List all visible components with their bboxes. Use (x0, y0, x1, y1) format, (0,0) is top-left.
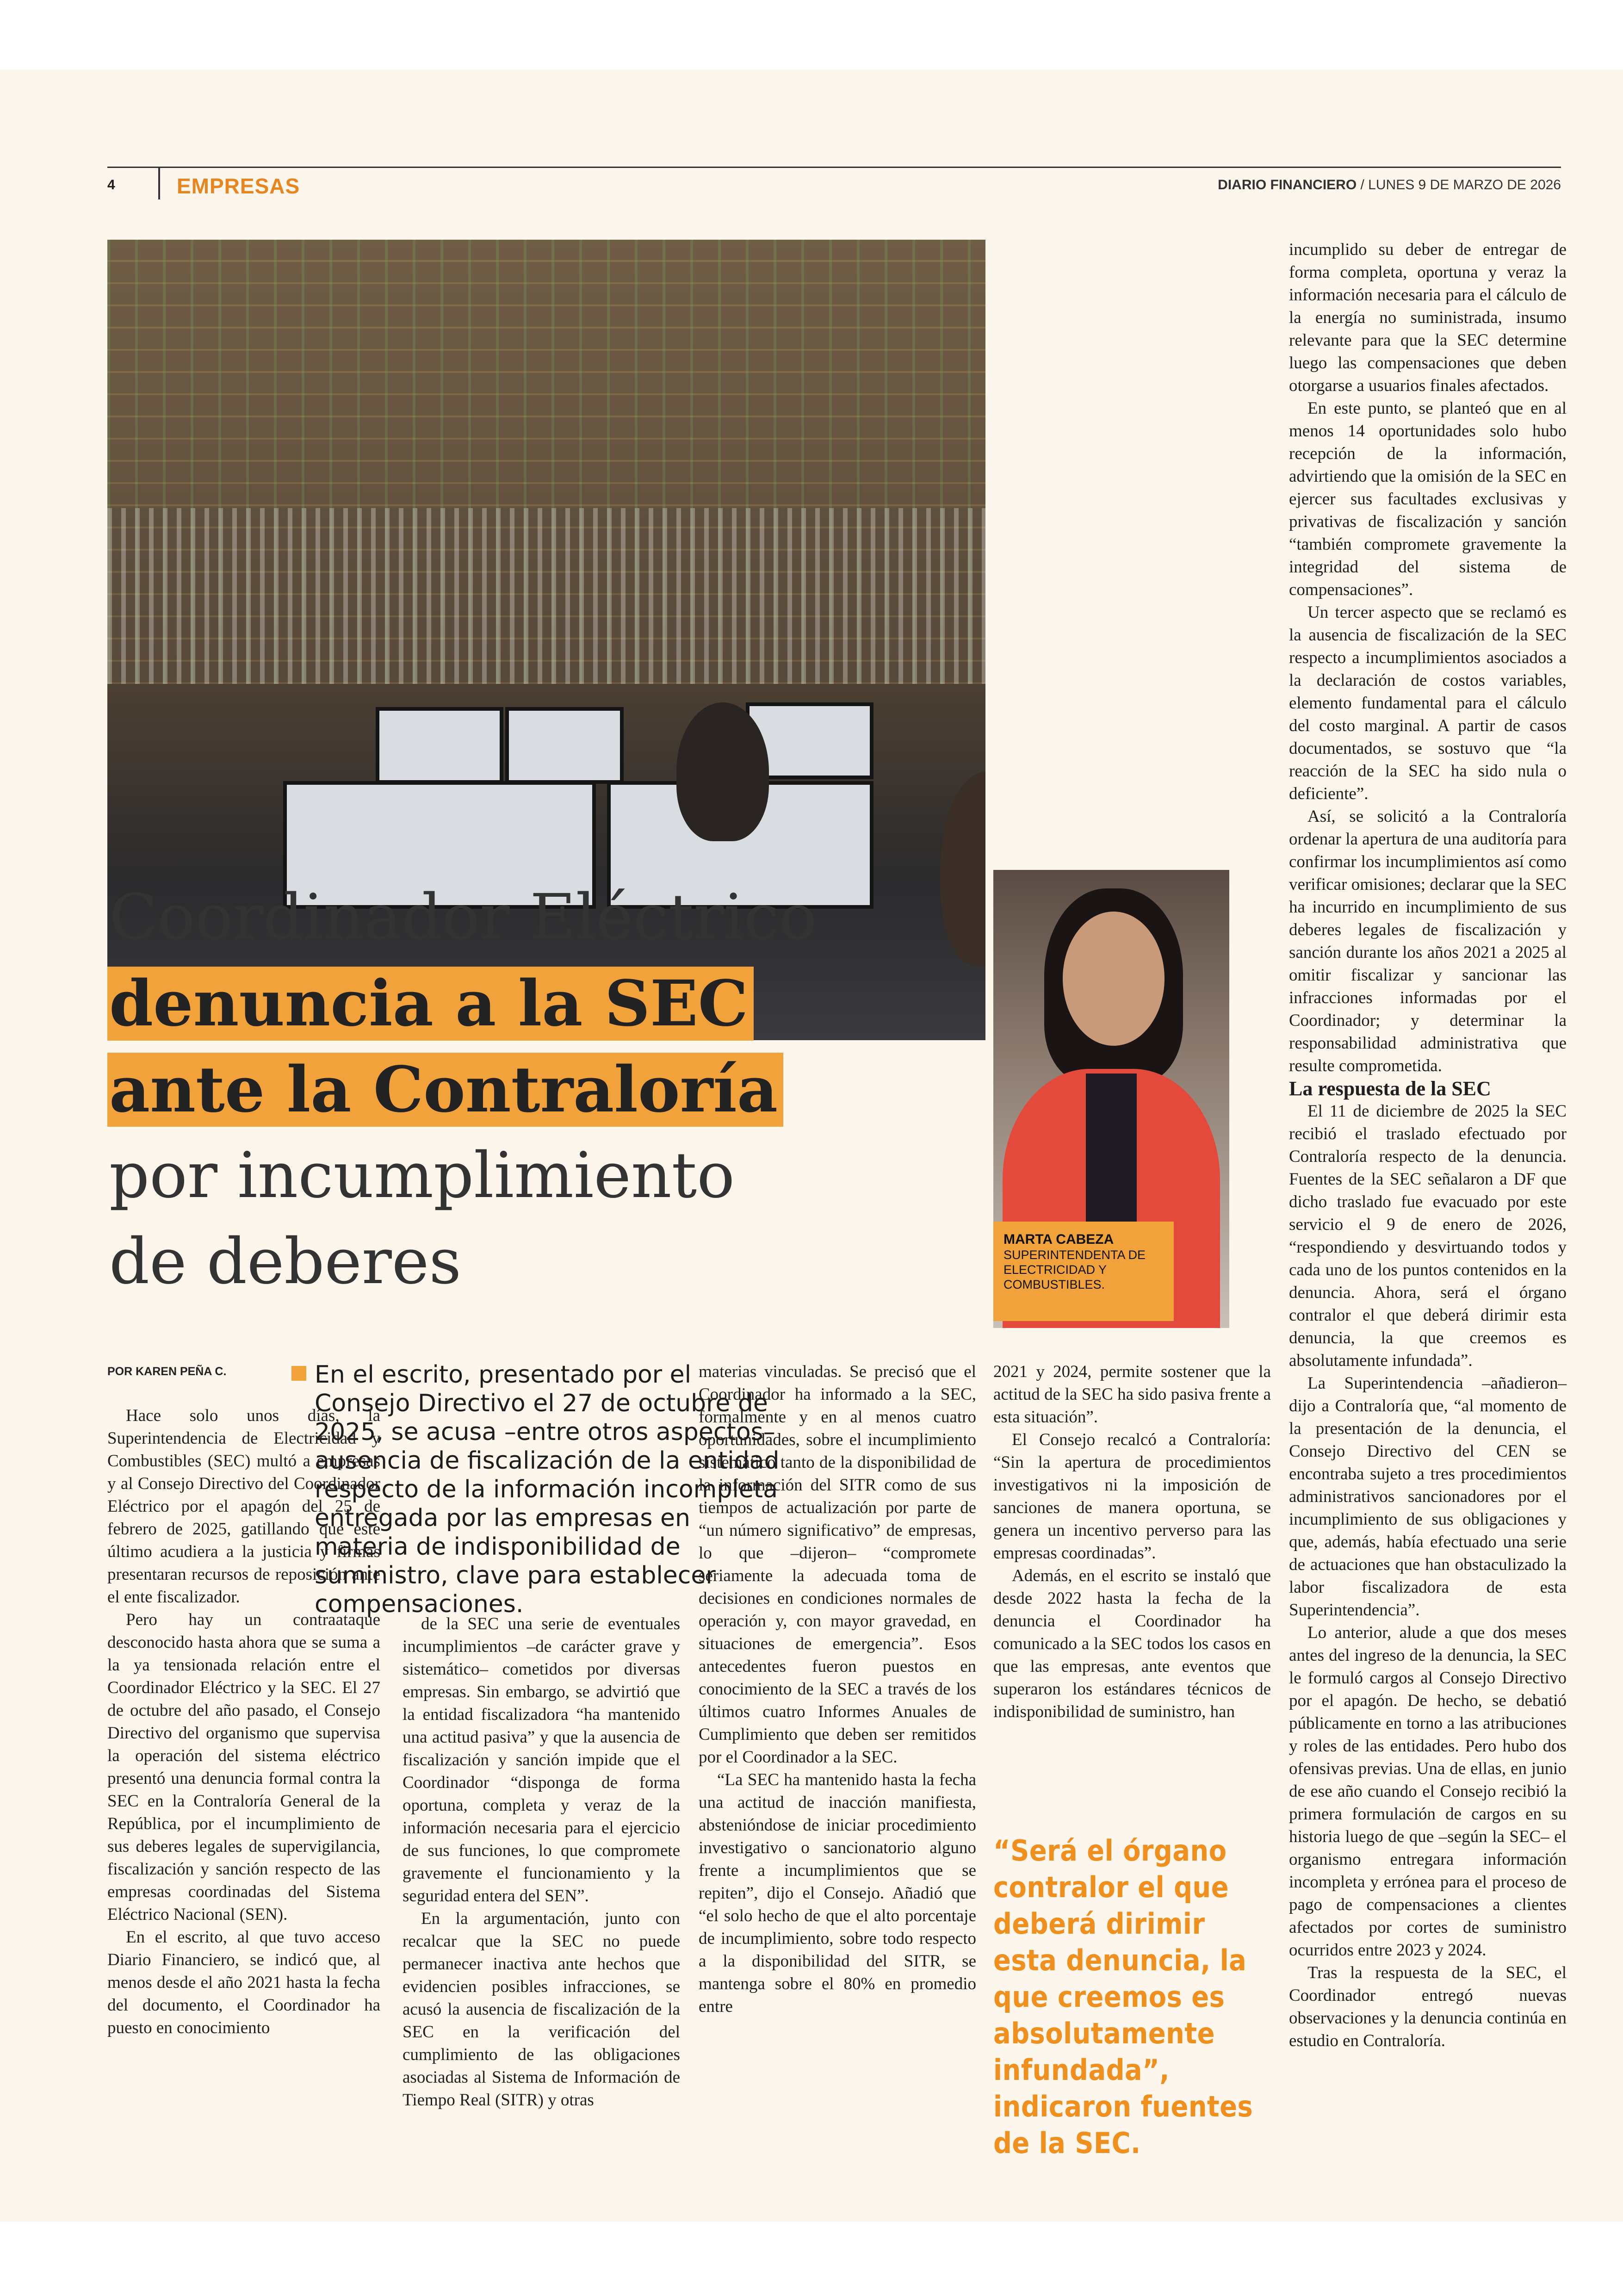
paragraph: El Consejo recalcó a Contraloría: “Sin la apertura de procedimientos investigativos ni la imposición de sanciones de manera oportuna, se genera un incentivo perverso para las empresas coordinadas”. (993, 1430, 1271, 1563)
paragraph: Lo anterior, alude a que dos meses antes del ingreso de la denuncia, la SEC le formuló cargos al Consejo Directivo por el apagón. De hecho, se debatió públicamente en torno a las atribuciones y roles de las entidades. Pero hubo dos ofensivas previas. Una de ellas, en junio de ese año cuando el Consejo recibió la primera formulación de cargos en su historia luego de que –según la SEC– el organismo entregara información incompleta y errónea para el proceso de pago de compensaciones a clientes afectados por cortes de suministro ocurridos entre 2023 y 2024. (1289, 1623, 1567, 1960)
paragraph: Hace solo unos días, la Superintendencia de Electricidad y Combustibles (SEC) multó a empresas y al Consejo Directivo del Coordinador Eléctrico por el apagón del 25 de febrero de 2025, gatillando que este último acudiera a la justicia y firmas presentaran recursos de reposición ante el ente fiscalizador. (107, 1406, 380, 1607)
paragraph: Un tercer aspecto que se reclamó es la ausencia de fiscalización de la SEC respecto a incumplimientos asociados a la declaración de costos variables, elemento fundamental para el cálculo del costo marginal. A partir de casos documentados, se sostuvo que “la reacción de la SEC ha sido nula o deficiente”. (1289, 603, 1567, 803)
paragraph: En este punto, se planteó que en al menos 14 oportunidades solo hubo recepción de la información, advirtiendo que la omisión de la SEC en ejercer sus facultades exclusivas y privativas de fiscalización y sanción “también compromete gravemente la integridad del sistema de compensaciones”. (1289, 399, 1567, 599)
section-label: EMPRESAS (177, 174, 300, 198)
subheading: La respuesta de la SEC (1289, 1077, 1491, 1100)
portrait-face (1063, 912, 1165, 1046)
headline (107, 875, 986, 1305)
operator-figure (676, 702, 769, 841)
section-divider (158, 168, 160, 199)
paragraph: Tras la respuesta de la SEC, el Coordinador entregó nuevas observaciones y la denuncia continúa en estudio en Contraloría. (1289, 1963, 1567, 2050)
caption-name: MARTA CABEZA (1004, 1232, 1114, 1247)
paragraph: incumplido su deber de entregar de forma completa, oportuna y veraz la información necesaria para el cálculo de la energía no suministrada, insumo relevante para que la SEC determine luego las compensaciones que deben otorgarse a usuarios finales afectados. (1289, 240, 1567, 395)
bottom-margin (0, 2222, 1623, 2296)
headline-line-1: Coordinador Eléctrico (109, 881, 817, 954)
paragraph: 2021 y 2024, permite sostener que la actitud de la SEC ha sido pasiva frente a esta situación”. (993, 1362, 1271, 1427)
issue-date: / LUNES 9 DE MARZO DE 2026 (1360, 177, 1561, 192)
paragraph: La Superintendencia –añadieron– dijo a Contraloría que, “al momento de la presentación de la denuncia, el Consejo Directivo del CEN se encontraba sujeto a tres procedimientos administrativos sancionadores por el incumplimiento de sus obligaciones y que, además, había efectuado una serie de actuaciones que han obstaculizado la labor fiscalizadora de esta Superintendencia”. (1289, 1374, 1567, 1620)
portrait-caption (993, 1222, 1174, 1321)
monitor (505, 707, 624, 784)
body-column-1 (107, 1404, 380, 2039)
paragraph: de la SEC una serie de eventuales incumplimientos –de carácter grave y sistemático– cometidos por diversas empresas. Sin embargo, se advirtió que la entidad fiscalizadora “ha mantenido una actitud pasiva” y que la ausencia de fiscalización y sanción impide que el Coordinador “disponga de forma oportuna, completa y veraz de la información necesaria para el ejercicio de sus funciones, lo que compromete gravemente el funcionamiento y la seguridad entera del SEN”. (403, 1614, 680, 1905)
top-margin (0, 0, 1623, 69)
page-header (107, 167, 1561, 210)
paragraph: Además, en el escrito se instaló que desde 2022 hasta la fecha de la denuncia el Coordinador ha comunicado a la SEC todos los casos en que las empresas, ante eventos que superaron los estándares técnicos de indisponibilidad de suministro, han (993, 1566, 1271, 1721)
body-column-3 (699, 1360, 976, 2018)
page-number: 4 (107, 177, 115, 192)
body-column-4 (993, 1360, 1271, 1723)
body-column-2 (403, 1613, 680, 2111)
headline-line-3: ante la Contraloría (107, 1053, 783, 1127)
generation-panels (107, 508, 985, 684)
headline-line-5: de deberes (109, 1225, 462, 1298)
headline-line-2: denuncia a la SEC (107, 967, 754, 1041)
body-column-5 (1289, 238, 1567, 2052)
caption-role: SUPERINTENDENTA DE ELECTRICIDAD Y COMBUSTIBLES. (1004, 1248, 1146, 1291)
paper-name: DIARIO FINANCIERO (1218, 177, 1357, 192)
paragraph: En la argumentación, junto con recalcar que la SEC no puede permanecer inactiva ante hechos que evidencien posibles infracciones, se acusó la ausencia de fiscalización de la SEC en la verificación del cumplimiento de las obligaciones asociadas al Sistema de Información de Tiempo Real (SITR) y otras (403, 1909, 680, 2110)
lead-text: En el escrito, presentado por el Consejo Directivo el 27 de octubre de 2025, se acusa –entre otros aspectos– ausencia de fiscalización de la entidad respecto de la información incompleta entregada por las empresas en materia de indisponibilidad de suministro, clave para establecer compensaciones. (315, 1361, 780, 1618)
paragraph: En el escrito, al que tuvo acceso Diario Financiero, se indicó que, al menos desde el año 2021 hasta la fecha del documento, el Coordinador ha puesto en conocimiento (107, 1928, 380, 2037)
pull-quote: “Será el órgano contralor el que deberá dirimir esta denuncia, la que creemos es absolutamente infundada”, indicaron fuentes de la SEC. (993, 1834, 1253, 2160)
lead-marker (291, 1366, 306, 1381)
byline: POR KAREN PEÑA C. (107, 1365, 227, 1378)
paragraph: Así, se solicitó a la Contraloría ordenar la apertura de una auditoría para confirmar los incumplimientos así como verificar omisiones; declarar que la SEC ha incurrido en incumplimiento de sus deberes legales de fiscalización y sanción durante los años 2021 a 2025 al omitir fiscalizar y sancionar las infracciones informadas por el Coordinador; y determinar la responsabilidad administrativa que resulte comprometida. (1289, 807, 1567, 1075)
headline-line-4: por incumplimiento (109, 1139, 735, 1212)
paragraph: El 11 de diciembre de 2025 la SEC recibió el traslado efectuado por Contraloría respecto de la denuncia. Fuentes de la SEC señalaron a DF que dicho traslado fue evacuado por este servicio el 9 de enero de 2026, “respondiendo y desvirtuando todos y cada uno de los puntos contenidos en la denuncia. Ahora, será el órgano contralor el que deberá dirimir esta denuncia, la que creemos es absolutamente infundada”. (1289, 1102, 1567, 1370)
monitor (376, 707, 503, 784)
paragraph: materias vinculadas. Se precisó que el Coordinador ha informado a la SEC, formalmente y en al menos cuatro oportunidades, sobre el incumplimiento sistemático tanto de la disponibilidad de la información del SITR como de sus tiempos de actualización por parte de “un número significativo” de empresas, lo que –dijeron– “compromete seriamente la adecuada toma de decisiones en condiciones normales de operación y, con mayor gravedad, en situaciones de emergencia”. Esos antecedentes fueron puestos en conocimiento de la SEC a través de los últimos cuatro Informes Anuales de Cumplimiento que deben ser remitidos por el Coordinador a la SEC. (699, 1362, 976, 1767)
paragraph: “La SEC ha mantenido hasta la fecha una actitud de inacción manifiesta, abstenióndose de iniciar procedimiento investigativo o sancionatorio alguno frente a incumplimientos que se repiten”, dijo el Consejo. Añadió que “el solo hecho de que el alto porcentaje de incumplimiento, sobre todo respecto a la disponibilidad del SITR, se mantenga sobre el 80% en promedio entre (699, 1770, 976, 2016)
paragraph: Pero hay un contraataque desconocido hasta ahora que se suma a la ya tensionada relación entre el Coordinador Eléctrico y la SEC. El 27 de octubre del año pasado, el Consejo Directivo del organismo que supervisa la operación del sistema eléctrico presentó una denuncia formal contra la SEC en la Contraloría General de la República, por el incumplimiento de sus deberes legales de supervigilancia, fiscalización y sanción respecto de las empresas coordinadas del Sistema Eléctrico Nacional (SEN). (107, 1610, 380, 1924)
paper-date (1218, 177, 1561, 193)
